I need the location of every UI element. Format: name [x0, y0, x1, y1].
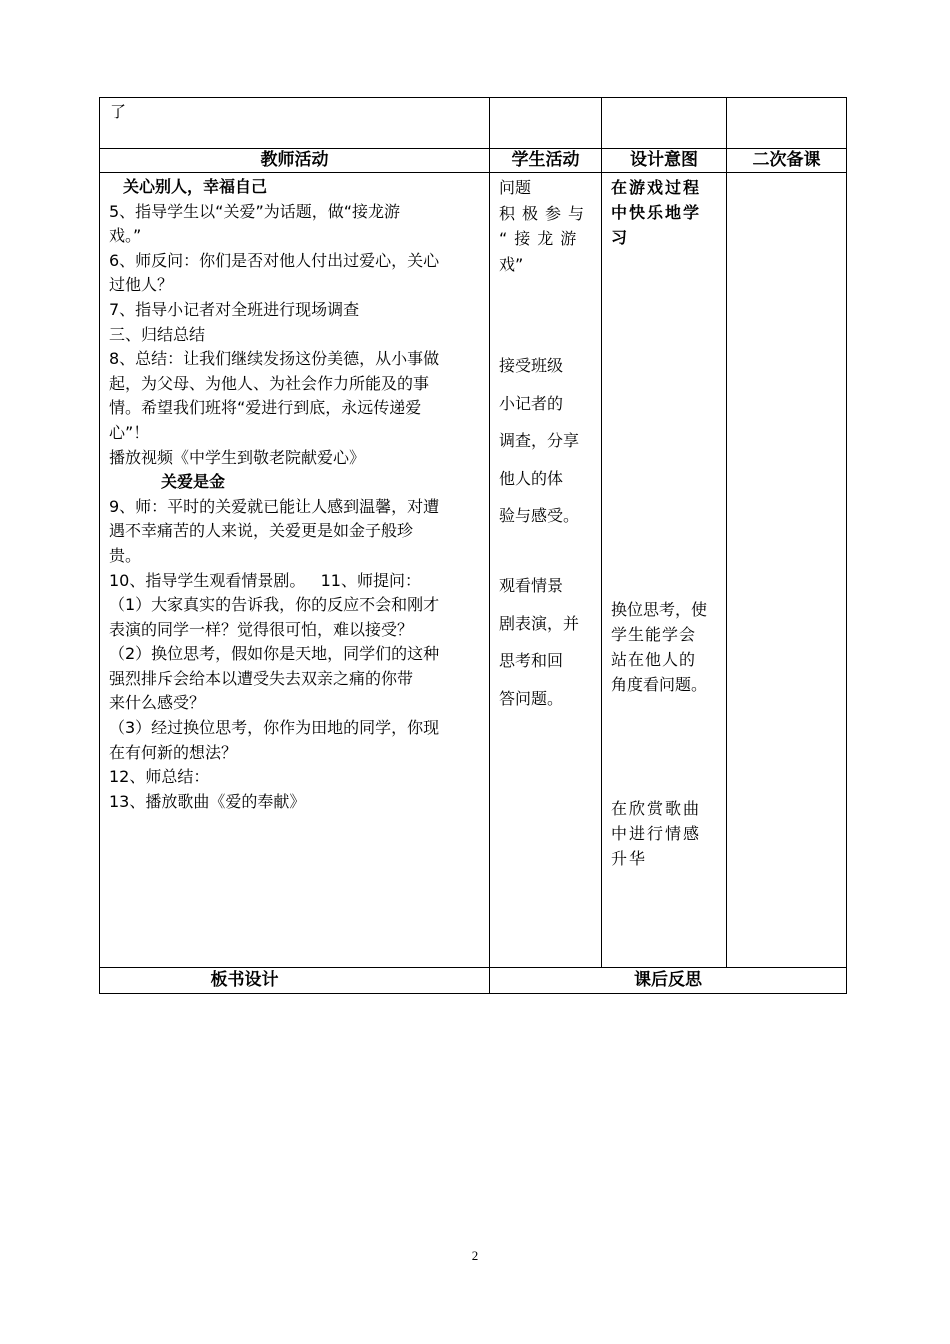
header-revision — [727, 149, 847, 173]
design-line: 习 — [611, 228, 630, 247]
teacher-line: （3）经过换位思考，你作为田地的同学，你现 — [109, 718, 440, 738]
design-line: 学生能学会 — [611, 625, 697, 644]
design-block-game — [611, 175, 701, 250]
design-line: 站在他人的 — [611, 650, 697, 669]
top-row-revision-cell — [727, 97, 847, 149]
teacher-line: 12、师总结： — [109, 767, 210, 787]
teacher-line: 强烈排斥会给本以遭受失去双亲之痛的你带 — [109, 668, 414, 688]
teacher-line: 心”！ — [109, 422, 150, 442]
teacher-line: 起，为父母、为他人、为社会作力所能及的事 — [109, 373, 430, 393]
teacher-line: 6、师反问：你们是否对他人付出过爱心，关心 — [109, 250, 440, 270]
header-design-label: 设计意图 — [630, 150, 698, 170]
student-block-drama — [499, 567, 579, 717]
teacher-activity-cell — [99, 173, 490, 968]
student-activity-cell — [490, 173, 602, 968]
student-line: 思考和回 — [499, 651, 564, 670]
footer-reflection — [490, 968, 847, 994]
teacher-line: 戏。” — [109, 226, 142, 246]
teacher-line: 贵。 — [109, 545, 142, 565]
teacher-line: （1）大家真实的告诉我，你的反应不会和刚才 — [109, 595, 440, 615]
teacher-line: 情。希望我们班将“爱进行到底，永远传递爱 — [109, 398, 422, 418]
top-row-text: 了 — [110, 102, 127, 121]
student-line: 问题 — [499, 178, 532, 197]
student-line: 调查，分享 — [499, 431, 580, 450]
teacher-line: 5、指导学生以“关爱”为话题，做“接龙游 — [109, 201, 401, 221]
student-line: 接受班级 — [499, 356, 564, 375]
teacher-line: 播放视频《中学生到敬老院献爱心》 — [109, 447, 366, 467]
student-line: 戏” — [499, 254, 524, 274]
teacher-line: 8、总结：让我们继续发扬这份美德，从小事做 — [109, 349, 440, 369]
student-block-survey — [499, 347, 579, 535]
header-teacher — [99, 149, 490, 173]
design-block-song — [611, 796, 701, 871]
header-teacher-label: 教师活动 — [260, 150, 329, 170]
design-line: 在欣赏歌曲 — [611, 799, 702, 818]
top-row-teacher-cell — [99, 97, 490, 149]
student-line: 积极参与 — [499, 203, 592, 223]
teacher-line: （2）换位思考，假如你是天地，同学们的这种 — [109, 644, 440, 664]
header-design — [602, 149, 727, 173]
design-line: 中进行情感 — [611, 824, 702, 843]
header-student — [490, 149, 602, 173]
teacher-line: 在有何新的想法？ — [109, 742, 238, 762]
teacher-line: 关爱是金 — [161, 472, 226, 492]
student-line: 验与感受。 — [499, 506, 580, 525]
teacher-line: 三、归结总结 — [109, 324, 206, 344]
teacher-line: 表演的同学一样？觉得很可怕，难以接受？ — [109, 619, 414, 639]
teacher-line: 遇不幸痛苦的人来说，关爱更是如金子般珍 — [109, 521, 414, 541]
design-line: 换位思考，使 — [611, 600, 708, 619]
teacher-line: 过他人？ — [109, 275, 174, 295]
design-line: 角度看问题。 — [611, 675, 708, 694]
teacher-line: 关心别人，幸福自己 — [123, 177, 268, 196]
student-line: 小记者的 — [499, 393, 564, 413]
student-line: 答问题。 — [499, 688, 564, 708]
design-line: 在游戏过程 — [611, 178, 702, 197]
footer-board-design — [99, 968, 490, 994]
footer-board-label: 板书设计 — [210, 970, 279, 990]
teacher-line: 来什么感受？ — [109, 693, 206, 713]
design-intent-cell — [602, 173, 727, 968]
student-line: 观看情景 — [499, 576, 564, 595]
student-block-game — [499, 175, 591, 277]
teacher-line: 13、播放歌曲《爱的奉献》 — [109, 791, 306, 811]
design-line: 升华 — [611, 849, 648, 868]
student-line: 剧表演，并 — [499, 613, 580, 633]
design-line: 中快乐地学 — [611, 203, 702, 222]
revision-cell — [727, 173, 847, 968]
teacher-activity-text — [109, 175, 484, 814]
header-revision-label: 二次备课 — [752, 150, 821, 170]
top-row-student-cell — [490, 97, 602, 149]
teacher-line: 7、指导小记者对全班进行现场调查 — [109, 299, 360, 319]
header-student-label: 学生活动 — [511, 150, 580, 170]
teacher-line: 10、指导学生观看情景剧。 11、师提问： — [109, 570, 421, 590]
student-line: 他人的体 — [499, 468, 564, 488]
teacher-line: 9、师：平时的关爱就已能让人感到温馨，对遭 — [109, 496, 440, 516]
top-row-design-cell — [602, 97, 727, 149]
page-number: 2 — [471, 1248, 479, 1263]
design-block-empathy — [611, 597, 707, 697]
footer-reflection-label: 课后反思 — [634, 970, 702, 990]
student-line: “接龙游 — [499, 229, 584, 248]
